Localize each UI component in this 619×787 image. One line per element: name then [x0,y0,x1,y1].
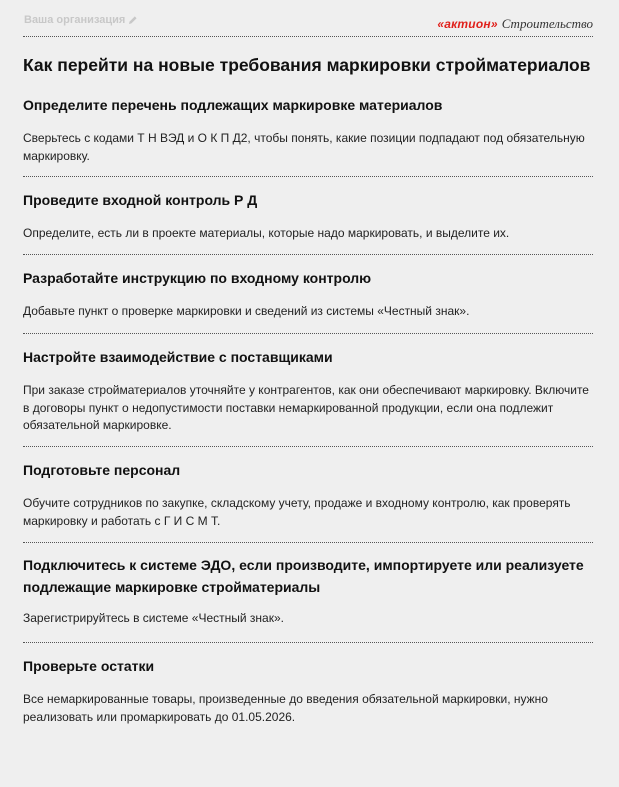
step-section [23,459,593,530]
brand-name: «актион» [437,17,498,31]
step-text: Определите, есть ли в проекте материалы, которые надо маркировать, и выделите их. [23,226,510,240]
section-divider [23,176,593,177]
brand-logo [437,16,593,32]
step-heading: Подключитесь к системе ЭДО, если производите, импортируете или реализуете подлежащие маркировке стройматериалы [23,557,584,595]
step-text: Все немаркированные товары, произведенные до введения обязательной маркировки, нужно реализовать или промаркировать до 01.05.2026. [23,692,548,724]
step-heading: Разработайте инструкцию по входному контролю [23,270,372,286]
pencil-icon[interactable] [128,15,138,25]
step-heading: Настройте взаимодействие с поставщиками [23,349,333,365]
step-section [23,267,593,321]
step-heading: Проведите входной контроль Р Д [23,192,258,208]
brand-subtitle: Строительство [501,16,593,31]
section-divider [23,542,593,543]
step-section [23,189,593,243]
organization-name: Ваша организация [24,14,126,26]
step-section [23,346,593,435]
step-text: Обучите сотрудников по закупке, складскому учету, продаже и входному контролю, как проверять маркировку и работать с Г И С М Т. [23,496,571,528]
step-text: При заказе стройматериалов уточняйте у контрагентов, как они обеспечивают маркировку. Включите в договоры пункт о недопустимости поставки немаркированной продукции, если она подлежит обязательной маркировке. [23,383,589,432]
step-text: Зарегистрируйтесь в системе «Честный знак». [23,611,284,625]
step-text: Сверьтесь с кодами Т Н ВЭД и О К П Д2, чтобы понять, какие позиции подпадают под обязательную маркировку. [23,131,585,163]
step-heading: Определите перечень подлежащих маркировке материалов [23,97,443,113]
section-divider [23,333,593,334]
document-page [23,0,593,724]
page-title: Как перейти на новые требования маркировки стройматериалов [23,55,591,75]
step-section [23,554,593,628]
section-divider [23,446,593,447]
section-divider [23,642,593,643]
step-text: Добавьте пункт о проверке маркировки и сведений из системы «Честный знак». [23,304,470,318]
organization-label[interactable] [24,14,138,26]
step-section [23,94,593,165]
step-section [23,655,593,726]
header-bar [23,0,593,37]
step-heading: Проверьте остатки [23,658,155,674]
step-heading: Подготовьте персонал [23,462,181,478]
section-divider [23,254,593,255]
